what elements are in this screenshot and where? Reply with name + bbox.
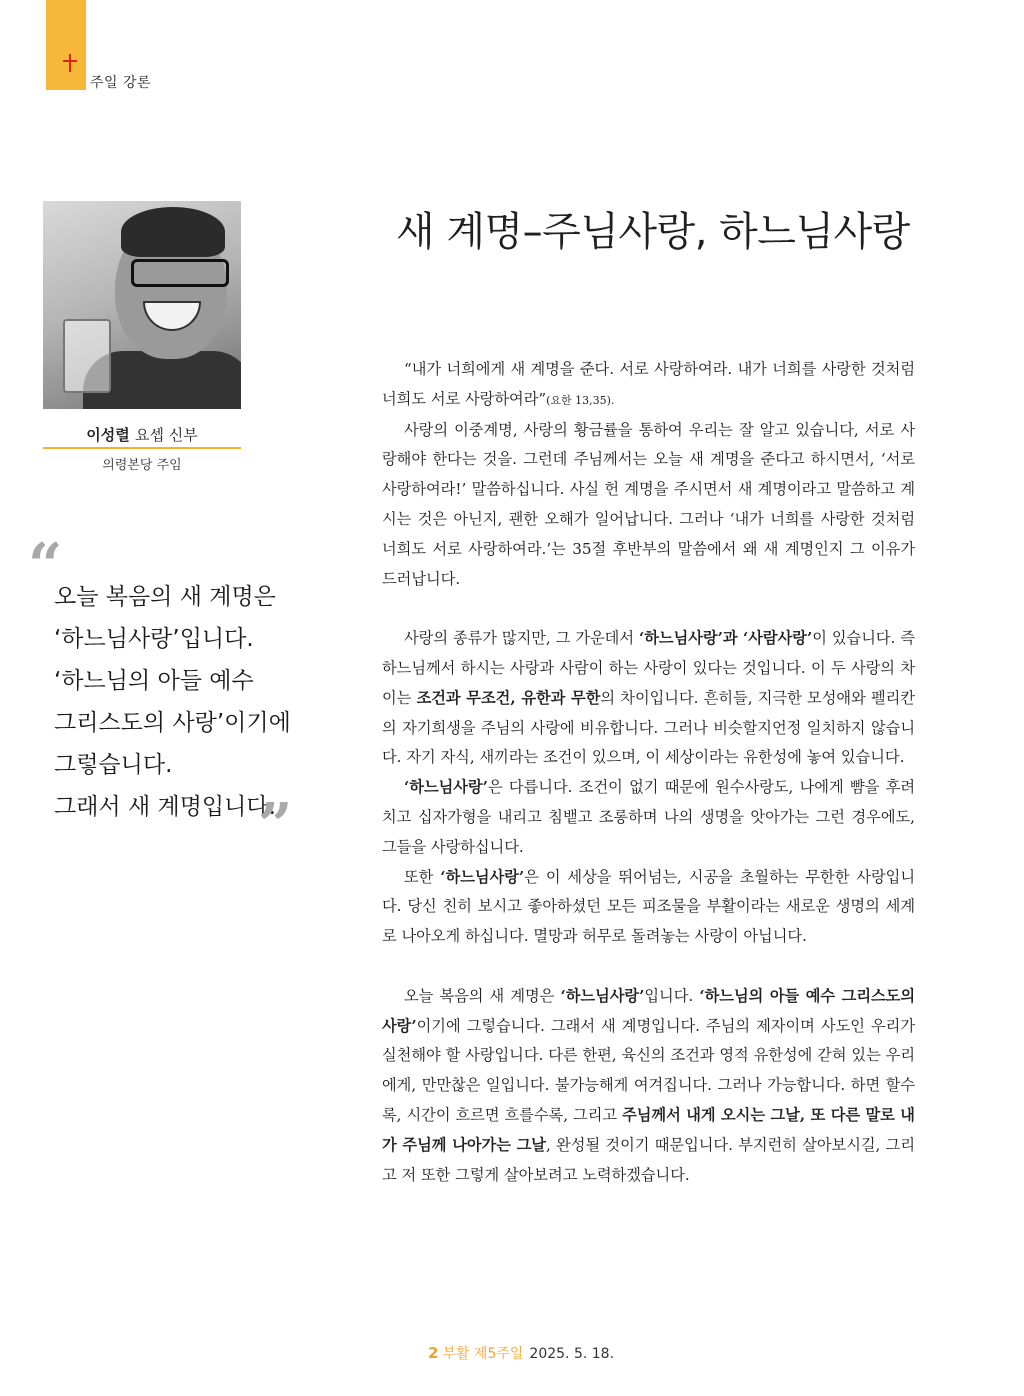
article-title: 새 계명–주님사랑, 하느님사랑 <box>396 209 910 255</box>
page-footer <box>428 1343 614 1363</box>
pull-quote-line: 오늘 복음의 새 계명은 <box>54 584 276 610</box>
pull-quote-line: 그리스도의 사랑’이기에 <box>54 710 291 736</box>
author-role: 요셉 신부 <box>134 426 198 444</box>
paragraph-2: 사랑의 이중계명, 사랑의 황금률을 통하여 우리는 잘 알고 있습니다, 서로 사랑해야 한다는 것을. 그런데 주님께서는 오늘 새 계명을 준다고 하시면서, ‘서로 사랑하여라!’ 말씀하십니다. 사실 헌 계명을 주시면서 새 계명이라고 말씀하고 계시는 것은 아닌지, 괜한 오해가 일어납니다. 그러나 ‘내가 너희를 사랑한 것처럼 너희도 서로 사랑하여라.’는 35절 후반부의 말씀에서 왜 새 계명인지 그 이유가 드러납니다. <box>382 420 915 588</box>
pull-quote-line: 그래서 새 계명입니다. <box>54 794 276 820</box>
author-photo <box>43 201 241 409</box>
section-tag-bar <box>46 0 86 90</box>
article-body <box>382 355 915 1190</box>
paragraph-5: 또한 ‘하느님사랑’은 이 세상을 뛰어넘는, 시공을 초월하는 무한한 사랑입니다. 당신 친히 보시고 좋아하셨던 모든 피조물을 부활이라는 새로운 생명의 세계로 나아오게 하십니다. 멸망과 허무로 돌려놓는 사랑이 아닙니다. <box>382 867 916 946</box>
page-number: 2 <box>428 1344 439 1362</box>
paragraph-6: 오늘 복음의 새 계명은 ‘하느님사랑’입니다. ‘하느님의 아들 예수 그리스도의 사랑’이기에 그렇습니다. 그래서 새 계명입니다. 주님의 제자이며 사도인 우리가 실천해야 할 사랑입니다. 다른 한편, 육신의 조건과 영적 유한성에 갇혀 있는 우리에게, 만만찮은 일입니다. 불가능해게 여겨집니다. 그러나 가능합니다. 하면 할수록, 시간이 흐르면 흐를수록, 그리고 주님께서 내게 오시는 그날, 또 다른 말로 내가 주님께 나아가는 그날, 완성될 것이기 때문입니다. 부지런히 살아보시길, 그리고 저 또한 그렇게 살아보려고 노력하겠습니다. <box>382 986 916 1184</box>
author-divider <box>43 447 241 449</box>
paragraph-1-text: “내가 너희에게 새 계명을 준다. 서로 사랑하여라. 내가 너희를 사랑한 것처럼 너희도 서로 사랑하여라” <box>382 360 915 408</box>
pull-quote-line: ‘하느님의 아들 예수 <box>54 668 254 694</box>
cross-icon <box>61 54 79 72</box>
close-quote-icon: ” <box>258 791 293 861</box>
author-name-text: 이성렬 <box>86 426 130 444</box>
scripture-citation: (요한 13,35). <box>546 393 615 407</box>
author-position: 의령본당 주임 <box>102 458 182 473</box>
section-label: 주일 강론 <box>90 75 152 91</box>
paragraph-1 <box>382 355 915 416</box>
paragraph-4: ‘하느님사랑’은 다릅니다. 조건이 없기 때문에 원수사랑도, 나에게 뺨을 후려치고 십자가형을 내리고 침뱉고 조롱하며 나의 생명을 앗아가는 그런 경우에도, 그들을 사랑하십니다. <box>382 778 915 856</box>
paragraph-3: 사랑의 종류가 많지만, 그 가운데서 ‘하느님사랑’과 ‘사람사랑’이 있습니다. 즉 하느님께서 하시는 사랑과 사람이 하는 사랑이 있다는 것입니다. 이 두 사랑의 차이는 조건과 무조건, 유한과 무한의 차이입니다. 흔히들, 지극한 모성애와 펠리칸의 자기희생을 주님의 사랑에 비유합니다. 그러나 비슷할지언정 일치하지 않습니다. 자기 자식, 새끼라는 조건이 있으며, 이 세상이라는 유한성에 놓여 있습니다. <box>382 629 915 767</box>
pull-quote-line: ‘하느님사랑’입니다. <box>54 626 254 652</box>
open-quote-icon: “ <box>28 531 63 601</box>
author-name <box>43 424 241 445</box>
issue-date: 2025. 5. 18. <box>529 1346 615 1362</box>
pull-quote-line: 그렇습니다. <box>54 752 173 778</box>
liturgical-day: 부활 제5주일 <box>442 1346 524 1362</box>
